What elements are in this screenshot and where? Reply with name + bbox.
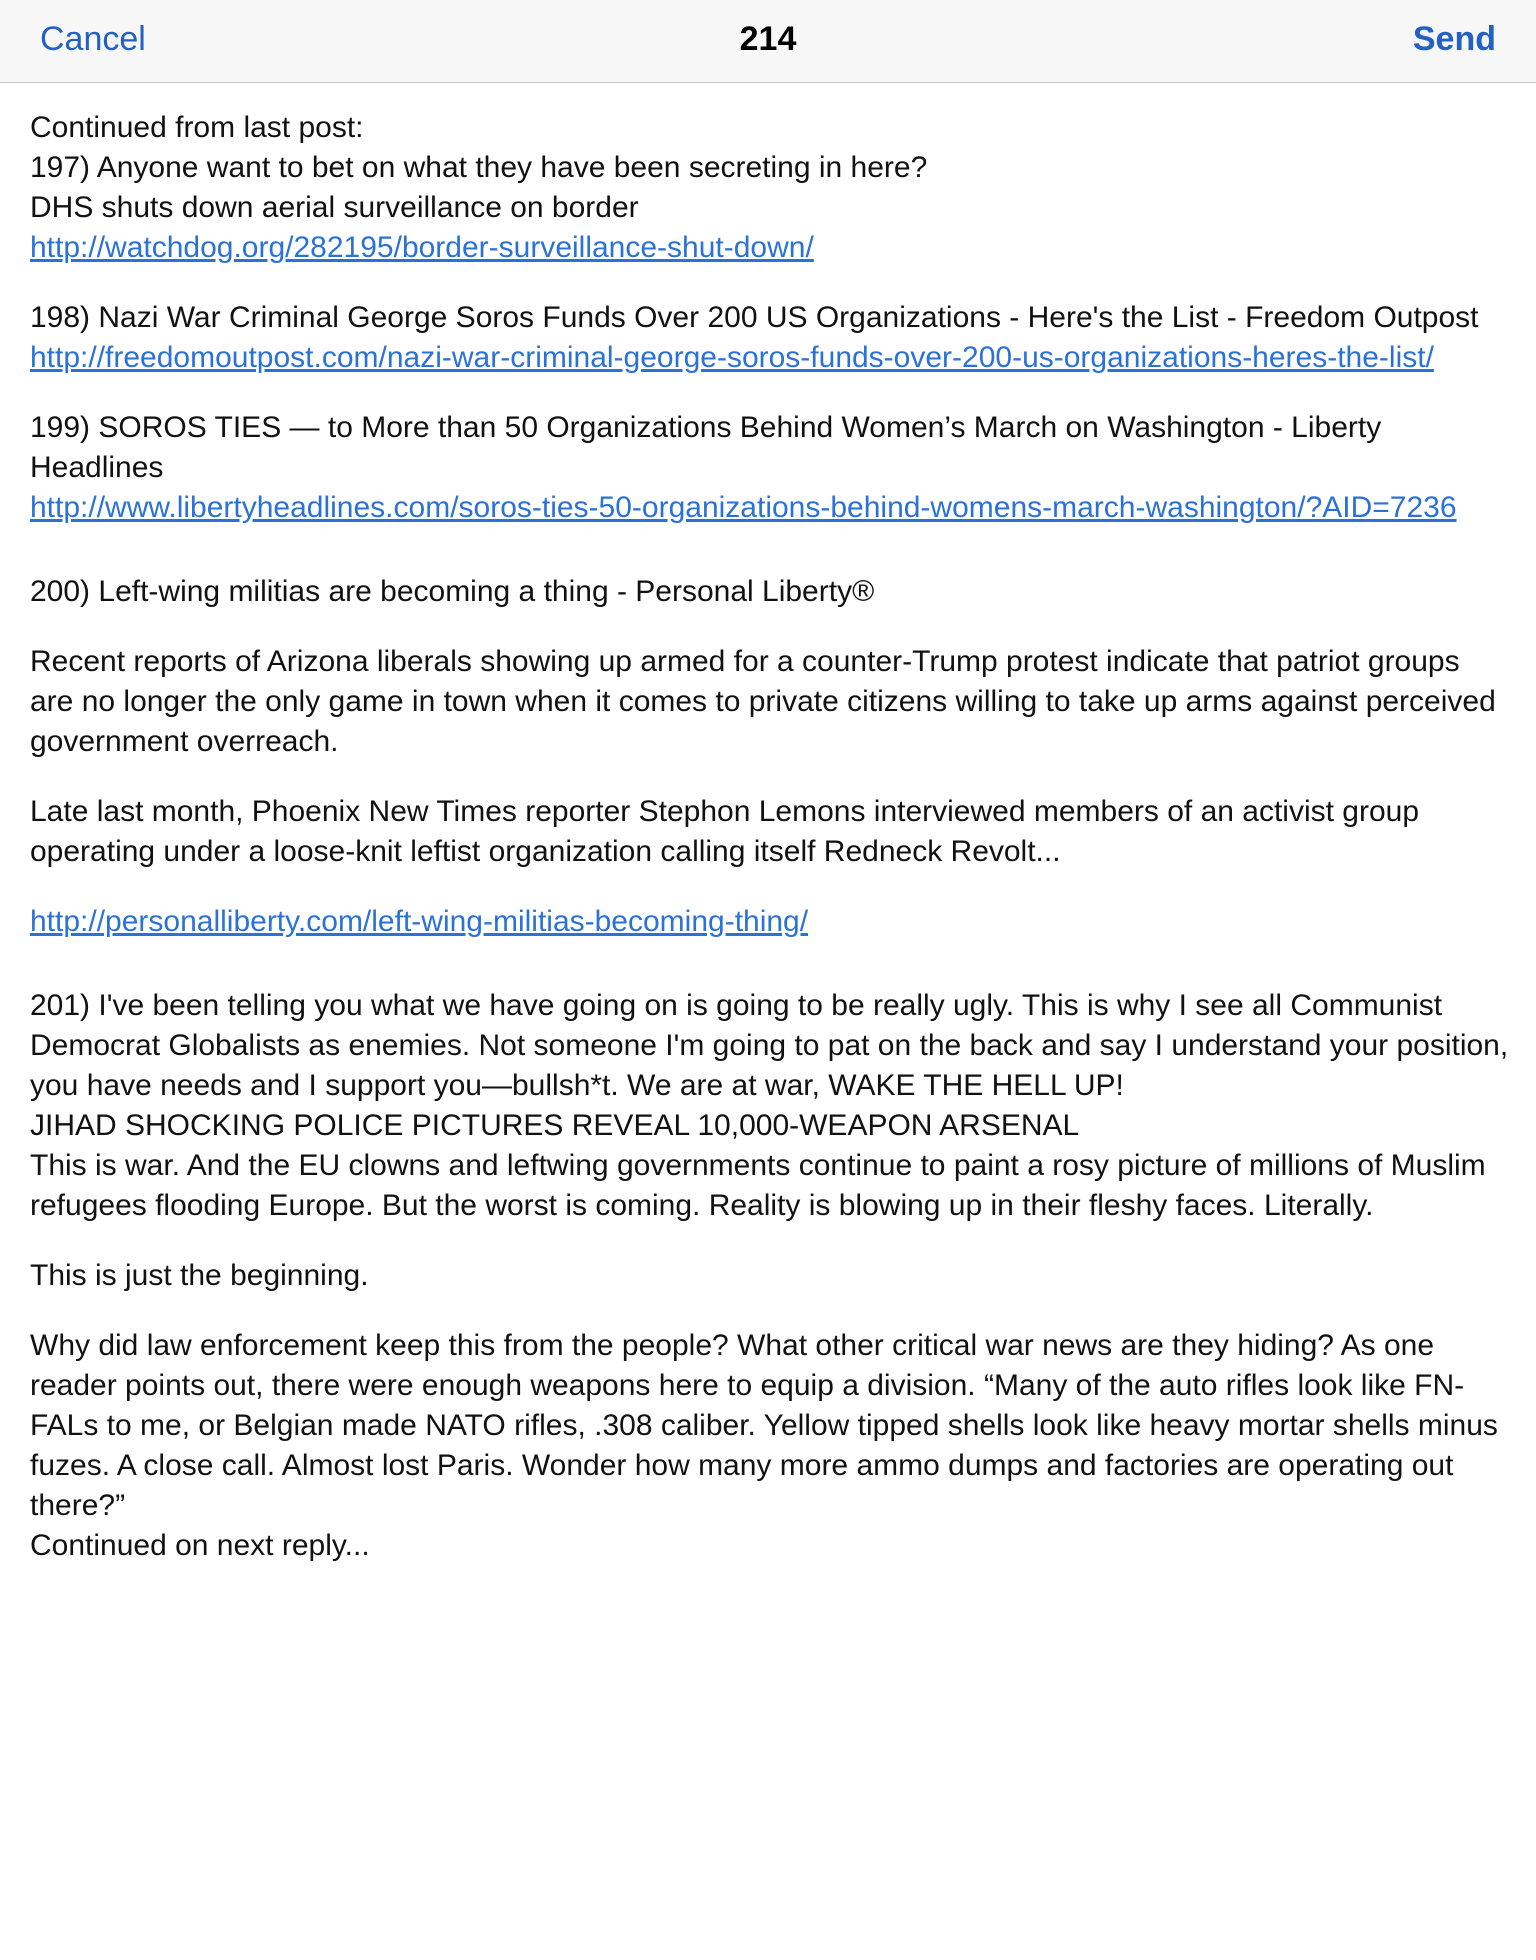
item-200-text: 200) Left-wing militias are becoming a thing - Personal Liberty® xyxy=(30,575,875,608)
phoenix-text: Late last month, Phoenix New Times reporter Stephon Lemons interviewed members of an activist group operating under a loose-knit leftist organization calling itself Redneck Revolt... xyxy=(30,795,1420,868)
item-199-text: 199) SOROS TIES — to More than 50 Organizations Behind Women’s March on Washington - Liberty Headlines xyxy=(30,411,1382,484)
paragraph-201 xyxy=(30,986,1510,1226)
character-count-title: 214 xyxy=(739,20,797,58)
paragraph-personalliberty-link xyxy=(30,902,1510,942)
item-198-text: 198) Nazi War Criminal George Soros Funds Over 200 US Organizations - Here's the List - Freedom Outpost xyxy=(30,301,1479,334)
paragraph-197 xyxy=(30,108,1510,268)
jihad-headline: JIHAD SHOCKING POLICE PICTURES REVEAL 10,000-WEAPON ARSENAL xyxy=(30,1109,1080,1142)
item-201-text: 201) I've been telling you what we have going on is going to be really ugly. This is why I see all Communist Democrat Globalists as enemies. Not someone I'm going to pat on the back and say I understand your position, you have needs and I support you—bullsh*t. We are at war, WAKE THE HELL UP! xyxy=(30,989,1509,1102)
intro-line: Continued from last post: xyxy=(30,111,364,144)
personalliberty-link[interactable]: http://personalliberty.com/left-wing-militias-becoming-thing/ xyxy=(30,905,809,938)
freedomoutpost-link[interactable]: http://freedomoutpost.com/nazi-war-criminal-george-soros-funds-over-200-us-organizations-heres-the-list/ xyxy=(30,341,1434,374)
message-body-editor[interactable] xyxy=(30,108,1510,1596)
item-197-headline: DHS shuts down aerial surveillance on border xyxy=(30,191,639,224)
beginning-text: This is just the beginning. xyxy=(30,1259,369,1292)
paragraph-200 xyxy=(30,572,1510,612)
paragraph-198 xyxy=(30,298,1510,378)
paragraph-beginning xyxy=(30,1256,1510,1296)
navigation-bar xyxy=(0,0,1536,83)
war-text: This is war. And the EU clowns and leftwing governments continue to paint a rosy picture of millions of Muslim refugees flooding Europe. But the worst is coming. Reality is blowing up in their fleshy faces. Literally. xyxy=(30,1149,1486,1222)
arizona-text: Recent reports of Arizona liberals showing up armed for a counter-Trump protest indicate that patriot groups are no longer the only game in town when it comes to private citizens willing to take up arms against perceived government overreach. xyxy=(30,645,1496,758)
paragraph-arizona xyxy=(30,642,1510,762)
watchdog-link[interactable]: http://watchdog.org/282195/border-surveillance-shut-down/ xyxy=(30,231,814,264)
item-197-line: 197) Anyone want to bet on what they have been secreting in here? xyxy=(30,151,928,184)
law-enforcement-text: Why did law enforcement keep this from the people? What other critical war news are they hiding? As one reader points out, there were enough weapons here to equip a division. “Many of the auto rifles look like FN-FALs to me, or Belgian made NATO rifles, .308 caliber. Yellow tipped shells look like heavy mortar shells minus fuzes. A close call. Almost lost Paris. Wonder how many more ammo dumps and factories are operating out there?” xyxy=(30,1329,1498,1522)
continued-text: Continued on next reply... xyxy=(30,1529,370,1562)
libertyheadlines-link[interactable]: http://www.libertyheadlines.com/soros-ties-50-organizations-behind-womens-march-washington/?AID=7236 xyxy=(30,491,1457,524)
paragraph-199 xyxy=(30,408,1510,528)
cancel-button[interactable]: Cancel xyxy=(40,20,146,58)
paragraph-phoenix xyxy=(30,792,1510,872)
send-button[interactable]: Send xyxy=(1412,20,1496,58)
paragraph-law-enforcement xyxy=(30,1326,1510,1566)
